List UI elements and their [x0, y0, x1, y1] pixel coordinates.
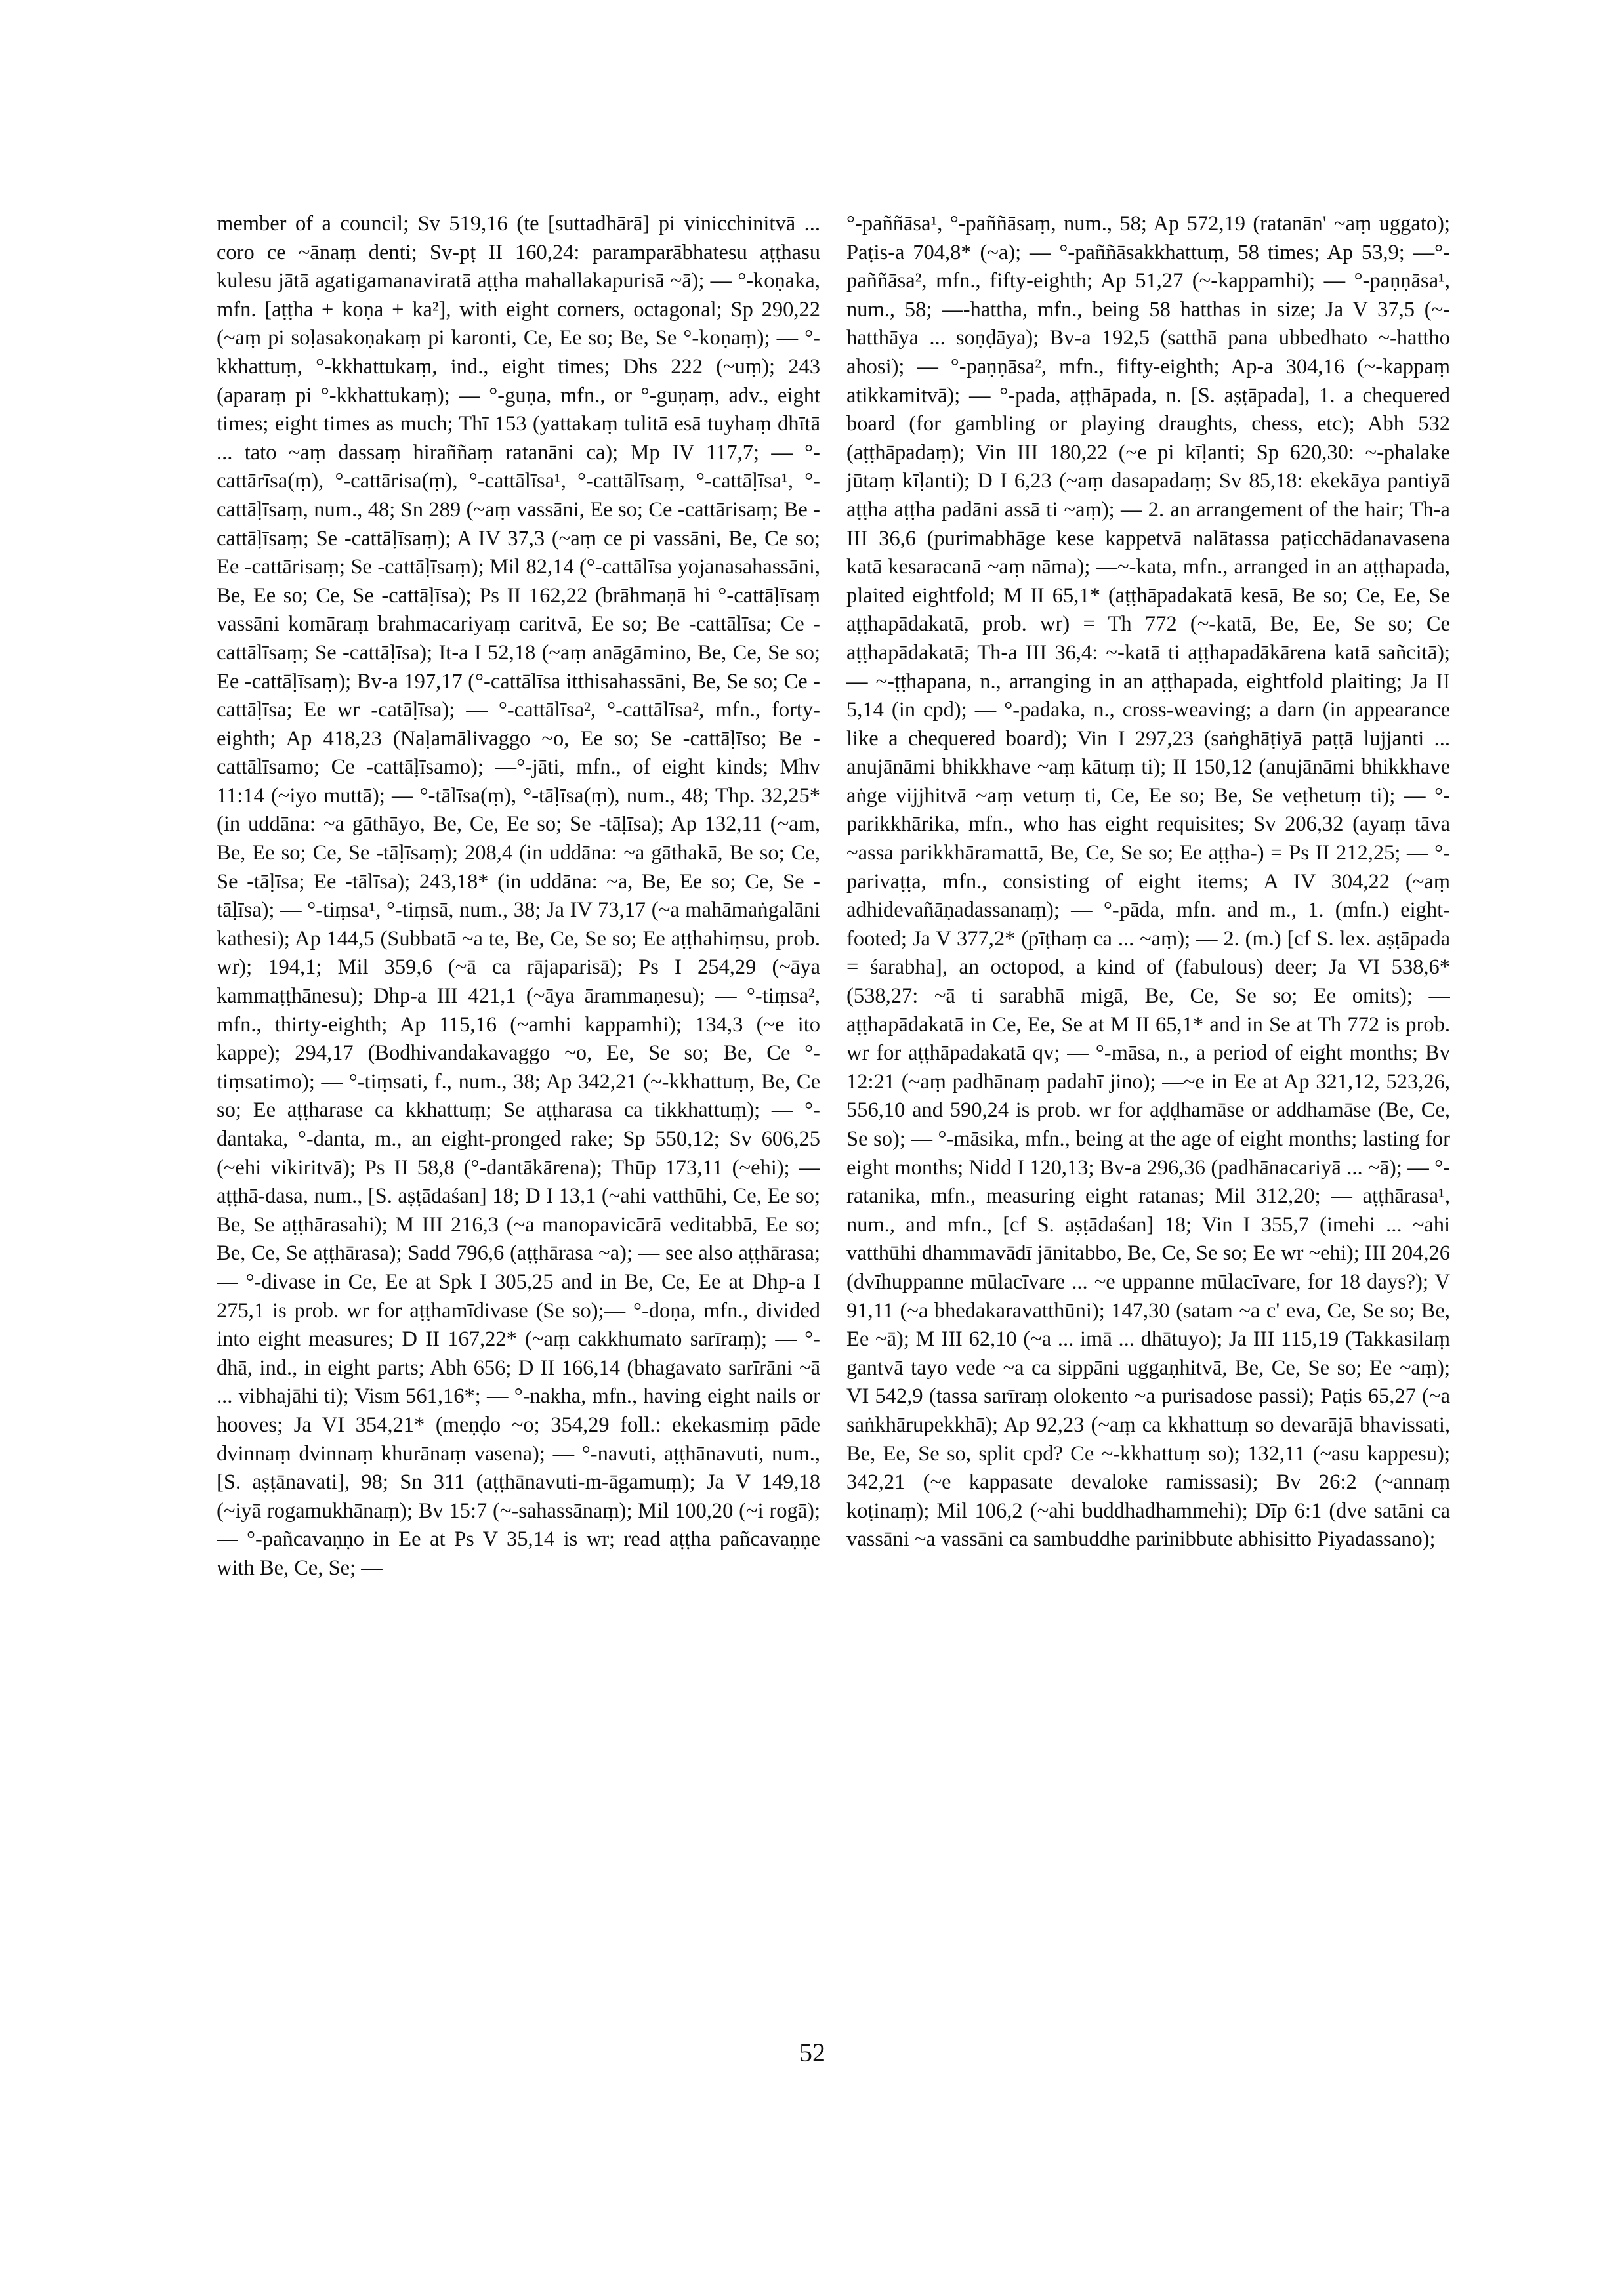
right-column-text: °-paññāsa¹, °-paññāsaṃ, num., 58; Ap 572,19 (ratanān' ~aṃ uggato); Paṭis-a 704,8* (~a); — °-paññāsakkhattuṃ, 58 times; Ap 53,9; —°-paññāsa², mfn., fifty-eighth; Ap 51,27 (~-kappamhi); — °-paṇṇāsa¹, num., 58; —-hattha, mfn., being 58 hatthas in size; Ja V 37,5 (~-hatthāya ... soṇḍāya); Bv-a 192,5 (satthā pana ubbedhato ~-hattho ahosi); — °-paṇṇāsa², mfn., fifty-eighth; Ap-a 304,16 (~-kappaṃ atikkamitvā); — °-pada, aṭṭhāpada, n. [S. aṣṭāpada], 1. a chequered board (for gambling or playing draughts, chess, etc); Abh 532 (aṭṭhāpadaṃ); Vin III 180,22 (~e pi kīḷanti; Sp 620,30: ~-phalake jūtaṃ kīḷanti); D I 6,23 (~aṃ dasapadaṃ; Sv 85,18: ekekāya pantiyā aṭṭha aṭṭha padāni assā ti ~aṃ); — 2. an arrangement of the hair; Th-a III 36,6 (purimabhāge kese kappetvā nalātassa paṭicchādanavasena katā kesaracanā ~aṃ nāma); —~-kata, mfn., arranged in an aṭṭhapada, plaited eightfold; M II 65,1* (aṭṭhāpadakatā kesā, Be so; Ce, Ee, Se aṭṭhapādakatā, prob. wr) = Th 772 (~-katā, Be, Ee, Se so; Ce aṭṭhapādakatā; Th-a III 36,4: ~-katā ti aṭṭhapadākārena katā sañcitā); — ~-ṭṭhapana, n., arranging in an aṭṭhapada, eightfold plaiting; Ja II 5,14 (in cpd); — °-padaka, n., cross-weaving; a darn (in appearance like a chequered board); Vin I 297,23 (saṅghāṭiyā paṭṭā lujjanti ... anujānāmi bhikkhave ~aṃ kātuṃ ti); II 150,12 (anujānāmi bhikkhave aṅge vijjhitvā ~aṃ vetuṃ ti, Ce, Ee so; Be, Se veṭhetuṃ ti); — °-parikkhārika, mfn., who has eight requisites; Sv 206,32 (ayaṃ tāva ~assa parikkhāramattā, Be, Ce, Se so; Ee aṭṭha-) = Ps II 212,25; — °-parivaṭṭa, mfn., consisting of eight items; A IV 304,22 (~aṃ adhidevañāṇadassanaṃ); — °-pāda, mfn. and m., 1. (mfn.) eight-footed; Ja V 377,2* (pīṭhaṃ ca ... ~aṃ); — 2. (m.) [cf S. lex. aṣṭāpada = śarabha], an octopod, a kind of (fabulous) deer; Ja VI 538,6* (538,27: ~ā ti sarabhā migā, Be, Ce, Se so; Ee omits); — aṭṭhapādakatā in Ce, Ee, Se at M II 65,1* and in Se at Th 772 is prob. wr for aṭṭhāpadakatā qv; — °-māsa, n., a period of eight months; Bv 12:21 (~aṃ padhānaṃ padahī jino); —~e in Ee at Ap 321,12, 523,26, 556,10 and 590,24 is prob. wr for aḍḍhamāse or addhamāse (Be, Ce, Se so); — °-māsika, mfn., being at the age of eight months; lasting for eight months; Nidd I 120,13; Bv-a 296,36 (padhānacariyā ... ~ā); — °-ratanika, mfn., measuring eight ratanas; Mil 312,20; — aṭṭhārasa¹, num., and mfn., [cf S. aṣṭādaśan] 18; Vin I 355,7 (imehi ... ~ahi vatthūhi dhammavādī jānitabbo, Be, Ce, Se so; Ee wr ~ehi); III 204,26 (dvīhuppanne mūlacīvare ... ~e uppanne mūlacīvare, for 18 days?); V 91,11 (~a bhedakaravatthūni); 147,30 (satam ~a c' eva, Ce, Se so; Be, Ee ~ā); M III 62,10 (~a ... imā ... dhātuyo); Ja III 115,19 (Takkasilaṃ gantvā tayo vede ~a ca sippāni uggaṇhitvā, Be, Ce, Se so; Ee ~aṃ); VI 542,9 (tassa sarīraṃ olokento ~a purisadose passi); Paṭis 65,27 (~a saṅkhārupekkhā); Ap 92,23 (~aṃ ca kkhattuṃ so devarājā bhavissati, Be, Ee, Se so, split cpd? Ce ~-kkhattuṃ so); 132,11 (~asu kappesu); 342,21 (~e kappasate devaloke ramissasi); Bv 26:2 (~annaṃ koṭinaṃ); Mil 106,2 (~ahi buddhadhammehi); Dīp 6:1 (dve satāni ca vassāni ~a vassāni ca sambuddhe parinibbute abhisitto Piyadassano);: [846, 212, 1450, 1552]
left-column: [217, 210, 820, 1995]
left-column-text: member of a council; Sv 519,16 (te [suttadhārā] pi vinicchinitvā ... coro ce ~ānaṃ denti; Sv-pṭ II 160,24: paramparābhatesu aṭṭhasu kulesu jātā agatigamanaviratā aṭṭha mahallakapurisā ~ā); — °-koṇaka, mfn. [aṭṭha + koṇa + ka²], with eight corners, octagonal; Sp 290,22 (~aṃ pi soḷasakoṇakaṃ pi karonti, Ce, Ee so; Be, Se °-koṇaṃ); — °-kkhattuṃ, °-kkhattukaṃ, ind., eight times; Dhs 222 (~uṃ); 243 (aparaṃ pi °-kkhattukaṃ); — °-guṇa, mfn., or °-guṇaṃ, adv., eight times; eight times as much; Thī 153 (yattakaṃ tulitā esā tuyhaṃ dhītā ... tato ~aṃ dassaṃ hiraññaṃ ratanāni ca); Mp IV 117,7; — °-cattārīsa(ṃ), °-cattārisa(ṃ), °-cattālīsa¹, °-cattālīsaṃ, °-cattāḷīsa¹, °-cattāḷīsaṃ, num., 48; Sn 289 (~aṃ vassāni, Ee so; Ce -cattārisaṃ; Be -cattāḷīsaṃ; Se -cattāḷīsaṃ); A IV 37,3 (~aṃ ce pi vassāni, Be, Ce so; Ee -cattārisaṃ; Se -cattāḷīsaṃ); Mil 82,14 (°-cattālīsa yojanasahassāni, Be, Ee so; Ce, Se -cattāḷīsa); Ps II 162,22 (brāhmaṇā hi °-cattāḷīsaṃ vassāni komāraṃ brahmacariyaṃ caritvā, Ee so; Be -cattālīsa; Ce -cattālīsaṃ; Se -cattāḷīsa); It-a I 52,18 (~aṃ anāgāmino, Be, Ce, Se so; Ee -cattāḷīsaṃ); Bv-a 197,17 (°-cattālīsa itthisahassāni, Be, Se so; Ce -cattāḷīsa; Ee wr -catāḷīsa); — °-cattālīsa², °-cattālīsa², mfn., forty-eighth; Ap 418,23 (Naḷamālivaggo ~o, Ee so; Se -cattāḷīso; Be -cattālīsamo; Ce -cattāḷīsamo); —°-jāti, mfn., of eight kinds; Mhv 11:14 (~iyo muttā); — °-tālīsa(ṃ), °-tāḷīsa(ṃ), num., 48; Thp. 32,25* (in uddāna: ~a gāthāyo, Be, Ce, Ee so; Se -tāḷīsa); Ap 132,11 (~am, Be, Ee so; Ce, Se -tāḷīsaṃ); 208,4 (in uddāna: ~a gāthakā, Be so; Ce, Se -tāḷīsa; Ee -tālīsa); 243,18* (in uddāna: ~a, Be, Ee so; Ce, Se -tāḷīsa); — °-tiṃsa¹, °-tiṃsā, num., 38; Ja IV 73,17 (~a mahāmaṅgalāni kathesi); Ap 144,5 (Subbatā ~a te, Be, Ce, Se so; Ee aṭṭhahiṃsu, prob. wr); 194,1; Mil 359,6 (~ā ca rājaparisā); Ps I 254,29 (~āya kammaṭṭhānesu); Dhp-a III 421,1 (~āya ārammaṇesu); — °-tiṃsa², mfn., thirty-eighth; Ap 115,16 (~amhi kappamhi); 134,3 (~e ito kappe); 294,17 (Bodhivandakavaggo ~o, Ee, Se so; Be, Ce °-tiṃsatimo); — °-tiṃsati, f., num., 38; Ap 342,21 (~-kkhattuṃ, Be, Ce so; Ee aṭṭharase ca kkhattuṃ; Se aṭṭharasa ca tikkhattuṃ); — °-dantaka, °-danta, m., an eight-pronged rake; Sp 550,12; Sv 606,25 (~ehi vikiritvā); Ps II 58,8 (°-dantākārena); Thūp 173,11 (~ehi); — aṭṭhā-dasa, num., [S. aṣṭādaśan] 18; D I 13,1 (~ahi vatthūhi, Ce, Ee so; Be, Se aṭṭhārasahi); M III 216,3 (~a manopavicārā veditabbā, Ee so; Be, Ce, Se aṭṭhārasa); Sadd 796,6 (aṭṭhārasa ~a); — see also aṭṭhārasa; — °-divase in Ce, Ee at Spk I 305,25 and in Be, Ce, Ee at Dhp-a I 275,1 is prob. wr for aṭṭhamīdivase (Se so);— °-doṇa, mfn., divided into eight measures; D II 167,22* (~aṃ cakkhumato sarīraṃ); — °-dhā, ind., in eight parts; Abh 656; D II 166,14 (bhagavato sarīrāni ~ā ... vibhajāhi ti); Vism 561,16*; — °-nakha, mfn., having eight nails or hooves; Ja VI 354,21* (meṇḍo ~o; 354,29 foll.: ekekasmiṃ pāde dvinnaṃ dvinnaṃ khurānaṃ vasena); — °-navuti, aṭṭhānavuti, num., [S. aṣṭānavati], 98; Sn 311 (aṭṭhānavuti-m-āgamuṃ); Ja V 149,18 (~iyā rogamukhānaṃ); Bv 15:7 (~-sahassānaṃ); Mil 100,20 (~i rogā); — °-pañcavaṇṇo in Ee at Ps V 35,14 is wr; read aṭṭha pañcavaṇṇe with Be, Ce, Se; —: [217, 212, 820, 1580]
page-number: 52: [799, 2038, 825, 2067]
right-column: [846, 210, 1450, 1995]
